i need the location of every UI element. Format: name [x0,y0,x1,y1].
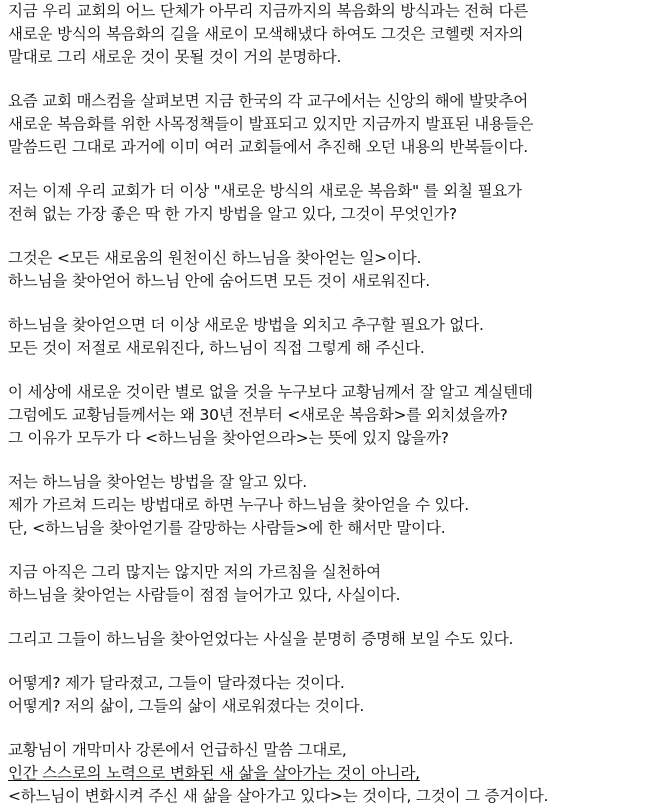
text-line: 하느님을 찾아얻으면 더 이상 새로운 방법을 외치고 추구할 필요가 없다. [8,316,484,334]
text-line: 그리고 그들이 하느님을 찾아얻었다는 사실을 분명히 증명해 보일 수도 있다. [8,630,514,648]
text-line: 저는 이제 우리 교회가 더 이상 "새로운 방식의 새로운 복음화" 를 외칠 필요가 [8,182,522,200]
paragraph-4 [8,247,658,293]
underlined-text-line: 인간 스스로의 노력으로 변화된 새 삶을 살아가는 것이 아니라, [8,764,420,782]
text-line: 어떻게? 저의 삶이, 그들의 삶이 새로워졌다는 것이다. [8,697,365,715]
paragraph-7 [8,471,658,540]
text-line: 그것은 <모든 새로움의 원천이신 하느님을 찾아얻는 일>이다. [8,249,422,267]
text-line: 하느님을 찾아얻는 사람들이 점점 늘어가고 있다, 사실이다. [8,586,401,604]
text-line: 전혀 없는 가장 좋은 딱 한 가지 방법을 알고 있다, 그것이 무엇인가? [8,205,457,223]
text-line: 말씀드린 그대로 과거에 이미 여러 교회들에서 추진해 오던 내용의 반복들이다. [8,138,529,156]
text-line: 이 세상에 새로운 것이란 별로 없을 것을 누구보다 교황님께서 잘 알고 계실텐데 [8,383,533,401]
text-line: 지금 아직은 그리 많지는 않지만 저의 가르침을 실천하여 [8,563,381,581]
paragraph-2 [8,90,658,159]
text-line: 말대로 그리 새로운 것이 못될 것이 거의 분명하다. [8,48,342,66]
text-line: 저는 하느님을 찾아얻는 방법을 잘 알고 있다. [8,473,308,491]
paragraph-1 [8,0,658,69]
text-line: 요즘 교회 매스컴을 살펴보면 지금 한국의 각 교구에서는 신앙의 해에 발맞추어 [8,92,529,110]
paragraph-3 [8,180,658,226]
document-body [8,0,658,808]
text-line: 어떻게? 제가 달라졌고, 그들이 달라졌다는 것이다. [8,674,345,692]
paragraph-10 [8,672,658,718]
text-line: 단, <하느님을 찾아얻기를 갈망하는 사람들>에 한 해서만 말이다. [8,519,446,537]
paragraph-9 [8,628,658,651]
paragraph-8 [8,561,658,607]
text-line: 그럼에도 교황님들께서는 왜 30년 전부터 <새로운 복음화>를 외치셨을까? [8,406,508,424]
text-line: 새로운 복음화를 위한 사목정책들이 발표되고 있지만 지금까지 발표된 내용들은 [8,115,534,133]
paragraph-11 [8,739,658,808]
text-line: 모든 것이 저절로 새로워진다, 하느님이 직접 그렇게 해 주신다. [8,339,425,357]
text-line: 교황님이 개막미사 강론에서 언급하신 말씀 그대로, [8,741,347,759]
text-line: <하느님이 변화시켜 주신 새 삶을 살아가고 있다>는 것이다, 그것이 그 증거이다. [8,787,549,805]
text-line: 그 이유가 모두가 다 <하느님을 찾아얻으라>는 뜻에 있지 않을까? [8,429,449,447]
text-line: 새로운 방식의 복음화의 길을 새로이 모색해냈다 하여도 그것은 코헬렛 저자의 [8,25,524,43]
paragraph-6 [8,381,658,450]
text-line: 제가 가르쳐 드리는 방법대로 하면 누구나 하느님을 찾아얻을 수 있다. [8,496,469,514]
text-line: 하느님을 찾아얻어 하느님 안에 숨어드면 모든 것이 새로워진다. [8,272,430,290]
text-line: 지금 우리 교회의 어느 단체가 아무리 지금까지의 복음화의 방식과는 전혀 다른 [8,2,529,20]
paragraph-5 [8,314,658,360]
